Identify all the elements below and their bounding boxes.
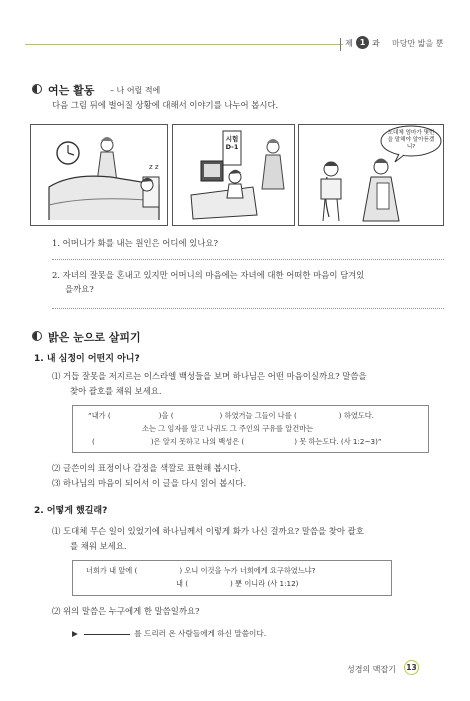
verse-text: 내 ( — [176, 579, 189, 588]
illustration-panel-3 — [298, 124, 444, 226]
part2-question-2: ⑵ 위의 말씀은 누구에게 한 말씀일까요? — [52, 606, 200, 616]
verse-text: “내가 ( — [88, 411, 111, 420]
verse-text: )을 ( — [158, 411, 174, 420]
answer-blank — [84, 627, 130, 635]
verse-text: 너희가 내 앞에 ( — [86, 566, 138, 575]
verse-text: ) 오니 이것을 누가 너희에게 요구하였느냐? — [179, 566, 316, 575]
illustration-panel-2 — [172, 124, 295, 226]
part1-question-2: ⑵ 글쓴이의 표정이나 감정을 색깔로 표현해 봅시다. — [52, 463, 241, 473]
verse-1-line-2: 소는 그 임자를 알고 나귀도 그 주인의 구유를 알건마는 — [142, 424, 314, 433]
verse-text: )은 알지 못하고 나의 백성은 ( — [150, 437, 245, 446]
footer-book-title: 성경의 맥잡기 — [347, 665, 396, 674]
sleeping-child-illustration — [31, 125, 167, 225]
part2-answer — [72, 627, 266, 639]
part2-question-1-line-1: ⑴ 도대체 무슨 일이 있었기에 하나님께서 이렇게 화가 나신 걸까요? 말씀을 찾아 괄호 — [52, 526, 364, 536]
part2-heading: 2. 어떻게 했길래? — [34, 506, 108, 516]
part2-question-1-line-2: 를 채워 보세요. — [70, 541, 127, 551]
chapter-prefix: 제 — [345, 39, 353, 48]
verse-1-line-1 — [88, 410, 374, 421]
part1-question-1-line-2: 찾아 괄호를 채워 보세요. — [70, 386, 162, 396]
part1-heading: 1. 내 심정이 어떤지 아니? — [34, 354, 140, 364]
part1-question-1-line-1: ⑴ 거듭 잘못을 저지르는 이스라엘 백성들을 보며 하나님은 어떤 마음이실까요? 말씀을 — [52, 371, 367, 381]
answer-text: 를 드리러 온 사람들에게 하신 말씀이다. — [134, 629, 267, 638]
verse-2-line-1 — [86, 565, 315, 576]
verse-2-line-2 — [176, 578, 298, 589]
verse-text: ) 못 하는도다. (사 1:2~3)” — [294, 437, 382, 446]
lesson-title: 마당만 밟을 뿐 — [392, 39, 444, 48]
answer-line — [52, 259, 444, 260]
verse-1-line-3 — [92, 436, 382, 447]
verse-text: ( — [92, 437, 95, 446]
verse-text: ) 하였도다. — [338, 411, 374, 420]
chapter-suffix: 과 — [372, 39, 380, 48]
arrow-marker: ▶ — [72, 629, 78, 638]
verse-text: ) 하였거늘 그들이 나를 ( — [219, 411, 297, 420]
chapter-number-badge: 1 — [356, 36, 369, 49]
opening-question-2-line-1: 2. 자녀의 잘못을 혼내고 있지만 어머니의 마음에는 자녀에 대한 어떠한 마음이 담겨있 — [52, 270, 365, 280]
opening-activity-subtitle: – 나 어릴 적에 — [110, 86, 161, 95]
verse-text: ) 뿐 이니라 (사 1:12) — [230, 579, 299, 588]
section-half-circle-icon — [32, 331, 42, 341]
opening-question-1: 1. 어머니가 화를 내는 원인은 어디에 있나요? — [52, 238, 218, 248]
look-section-title: 밝은 눈으로 살피기 — [48, 331, 141, 344]
part1-question-3: ⑶ 하나님의 마음이 되어서 이 글을 다시 읽어 봅시다. — [52, 478, 247, 488]
calendar-label: 시험 D-1 — [225, 135, 239, 151]
zzz-text: z z — [149, 163, 159, 171]
answer-line — [52, 308, 444, 309]
header-tick — [340, 38, 341, 51]
illustration-panel-1 — [30, 124, 168, 226]
speech-bubble-text: 도대체 엄마가 몇번을 말해야 알아듣겠니? — [387, 130, 435, 150]
page-number-badge: 13 — [404, 660, 419, 675]
opening-question-2-line-2: 을까요? — [65, 284, 94, 294]
section-half-circle-icon — [32, 84, 42, 94]
opening-instruction: 다음 그림 뒤에 벌어질 상황에 대해서 이야기를 나누어 봅시다. — [52, 100, 279, 110]
opening-activity-title: 여는 활동 — [48, 84, 95, 97]
header-rule — [25, 44, 343, 45]
